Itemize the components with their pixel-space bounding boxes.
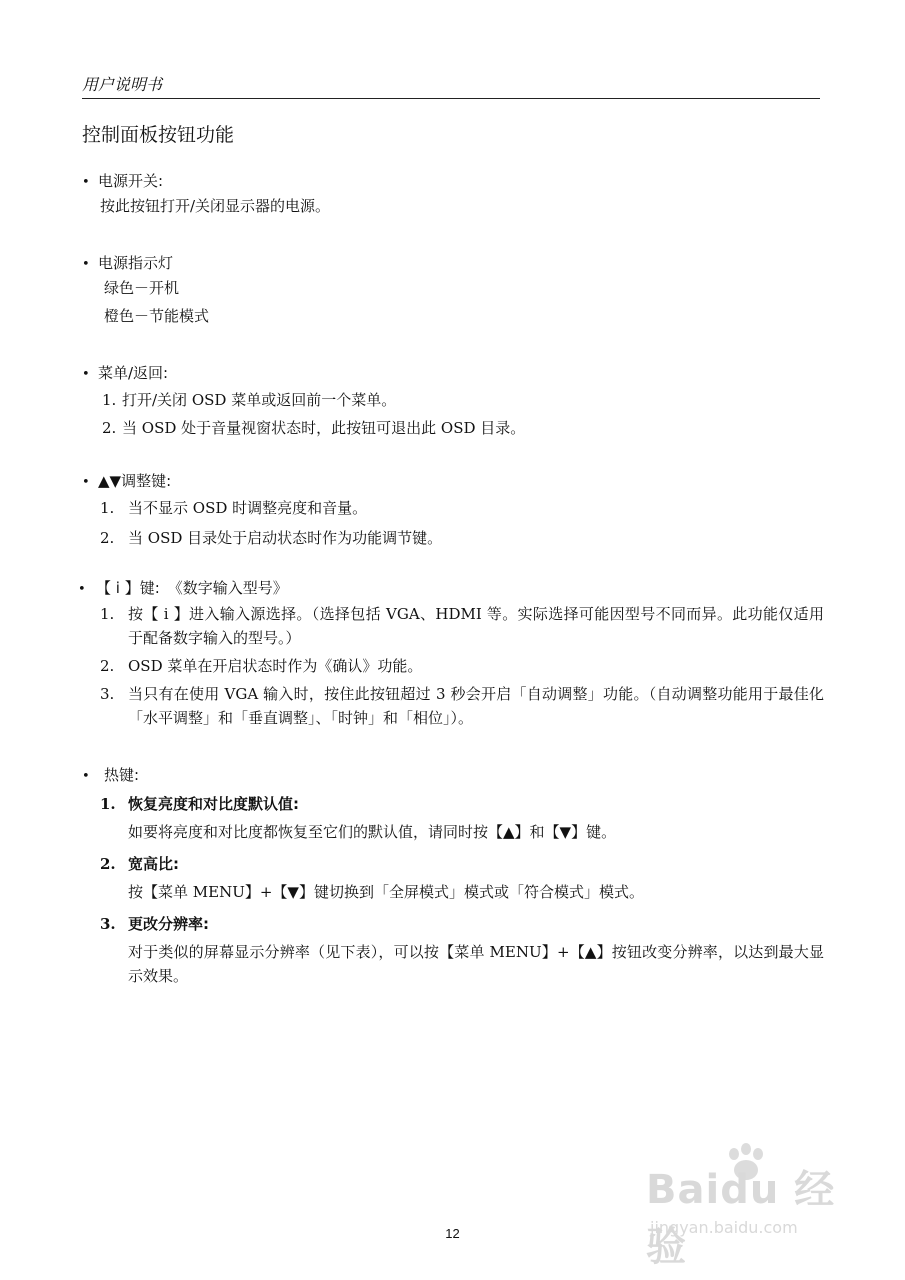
section-heading: 【 i 】键: — [96, 579, 160, 597]
section-heading: 电源指示灯 — [98, 254, 174, 272]
section-power-light — [82, 252, 822, 328]
bullet-icon: • — [82, 257, 90, 272]
page-title: 控制面板按钮功能 — [82, 124, 235, 146]
section-text: 按此按钮打开/关闭显示器的电源。 — [100, 197, 331, 215]
section-heading: 菜单/返回: — [98, 364, 169, 382]
bullet-icon: • — [82, 367, 90, 382]
item-desc: 对于类似的屏幕显示分辨率（见下表），可以按【菜单 MENU】+【▲】按钮改变分辨率，以达到最大显示效果。 — [128, 943, 824, 985]
list-item — [82, 526, 822, 550]
list-item — [78, 602, 824, 650]
section-text: 绿色－开机 — [104, 279, 180, 297]
bullet-icon: • — [82, 475, 90, 490]
item-number: 1. — [102, 391, 117, 409]
item-text: 当 OSD 目录处于启动状态时作为功能调节键。 — [128, 529, 443, 547]
section-hotkeys — [82, 764, 824, 988]
section-heading: ▲▼调整键: — [98, 472, 172, 490]
list-item — [82, 912, 824, 936]
item-text: 当只有在使用 VGA 输入时，按住此按钮超过 3 秒会开启「自动调整」功能。（自动调整功能用于最佳化「水平调整」和「垂直调整」、「时钟」和「相位」）。 — [128, 685, 824, 727]
item-desc: 如要将亮度和对比度都恢复至它们的默认值，请同时按【▲】和【▼】键。 — [128, 823, 617, 841]
item-number: 2. — [100, 855, 116, 873]
item-text: 当 OSD 处于音量视窗状态时，此按钮可退出此 OSD 目录。 — [122, 419, 526, 437]
section-i-key — [78, 576, 824, 730]
item-number: 3. — [100, 915, 116, 933]
bullet-icon: • — [82, 175, 90, 190]
item-desc: 按【菜单 MENU】+【▼】键切换到「全屏模式」模式或「符合模式」模式。 — [128, 883, 644, 901]
watermark-url: jingyan.baidu.com — [650, 1218, 798, 1237]
list-item — [82, 416, 822, 440]
item-text: 按【 i 】进入输入源选择。（选择包括 VGA、HDMI 等。实际选择可能因型号不同而异。此功能仅适用于配备数字输入的型号。） — [128, 605, 824, 647]
item-text: OSD 菜单在开启状态时作为《确认》功能。 — [128, 657, 423, 675]
list-item — [78, 654, 824, 678]
item-title: 更改分辨率: — [128, 915, 209, 933]
section-heading-note: 《数字输入型号》 — [167, 579, 288, 597]
header-title: 用户说明书 — [82, 75, 163, 94]
page-header — [82, 74, 820, 99]
bullet-icon: • — [78, 582, 86, 597]
watermark-logo: Baidu 经验 — [646, 1167, 836, 1270]
item-number: 1. — [100, 605, 115, 623]
section-heading: 电源开关: — [98, 172, 164, 190]
section-power-switch — [82, 170, 822, 218]
page-number: 12 — [445, 1226, 460, 1241]
list-item — [82, 852, 824, 876]
item-text: 当不显示 OSD 时调整亮度和音量。 — [128, 499, 368, 517]
section-text: 橙色－节能模式 — [104, 307, 210, 325]
item-number: 1. — [100, 795, 116, 813]
list-item — [78, 682, 824, 730]
item-title: 宽高比: — [128, 855, 179, 873]
item-text: 打开/关闭 OSD 菜单或返回前一个菜单。 — [122, 391, 397, 409]
item-number: 2. — [100, 657, 115, 675]
item-number: 1. — [100, 499, 115, 517]
item-number: 2. — [102, 419, 117, 437]
watermark — [636, 1140, 856, 1270]
list-item — [82, 388, 822, 412]
item-title: 恢复亮度和对比度默认值: — [128, 795, 299, 813]
section-menu-back — [82, 362, 822, 440]
section-adjust-keys — [82, 470, 822, 550]
item-number: 3. — [100, 685, 115, 703]
list-item — [82, 792, 824, 816]
list-item — [82, 496, 822, 520]
bullet-icon: • — [82, 769, 90, 784]
item-number: 2. — [100, 529, 115, 547]
section-heading: 热键: — [104, 766, 140, 784]
